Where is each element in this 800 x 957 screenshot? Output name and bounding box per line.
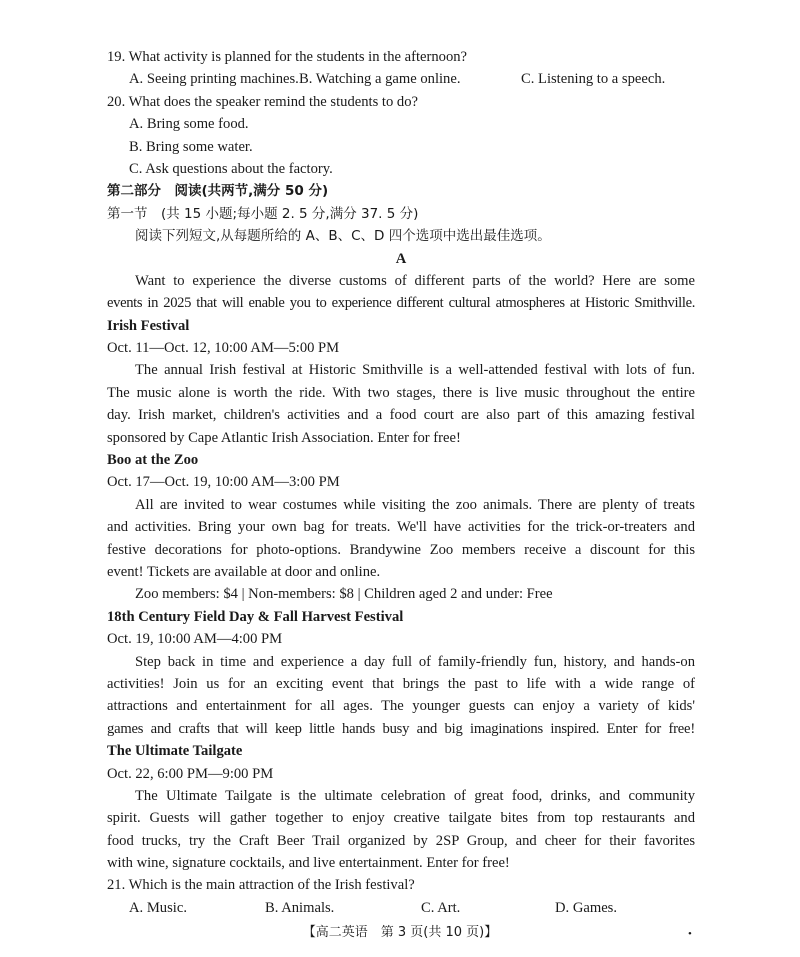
- q21-stem: 21. Which is the main attraction of the Irish festival?: [107, 877, 415, 894]
- field-line-4: games and crafts that will keep little hands busy and big imaginations inspired. Enter for free!: [107, 720, 695, 737]
- zoo-date: Oct. 17—Oct. 19, 10:00 AM—3:00 PM: [107, 474, 340, 491]
- tailgate-title: The Ultimate Tailgate: [107, 743, 243, 760]
- exam-page: [107, 46, 695, 919]
- passage-letter: A: [395, 250, 407, 267]
- field-line-2: activities! Join us for an exciting event that brings the past to life with a wide range of: [107, 675, 695, 692]
- q19-options: [107, 68, 695, 90]
- irish-line-3: day. Irish market, children's activities and a food court are also part of this amazing festival: [107, 407, 695, 424]
- field-date: Oct. 19, 10:00 AM—4:00 PM: [107, 631, 283, 648]
- zoo-title: Boo at the Zoo: [107, 452, 199, 469]
- q21-option-c: C. Art.: [421, 899, 461, 916]
- q21-option-d: D. Games.: [555, 899, 618, 916]
- part2-title: 第二部分 阅读(共两节,满分 50 分): [107, 183, 329, 200]
- corner-mark: •: [688, 928, 692, 940]
- irish-line-4: sponsored by Cape Atlantic Irish Association. Enter for free!: [107, 429, 461, 446]
- q19-option-c: C. Listening to a speech.: [521, 71, 666, 88]
- q21-options: [107, 897, 695, 919]
- q19-stem: 19. What activity is planned for the students in the afternoon?: [107, 49, 468, 65]
- zoo-line-2: and activities. Bring your own bag for treats. We'll have activities for the trick-or-treaters and: [107, 519, 695, 536]
- field-line-3: attractions and entertainment for all ages. The younger guests can enjoy a variety of kids': [107, 698, 695, 715]
- zoo-line-3: festive decorations for photo-options. Brandywine Zoo members receive a discount for this: [107, 541, 695, 558]
- irish-line-2: The music alone is worth the ride. With two stages, there is live music throughout the entire: [107, 384, 695, 401]
- tailgate-line-1: The Ultimate Tailgate is the ultimate celebration of great food, drinks, and community: [135, 787, 695, 804]
- tailgate-date: Oct. 22, 6:00 PM—9:00 PM: [107, 765, 274, 782]
- page-footer: 【高二英语 第 3 页(共 10 页)】: [302, 925, 498, 940]
- tailgate-line-2: spirit. Guests will gather together to enjoy creative tailgate bites from top restaurants and: [107, 810, 695, 827]
- zoo-line-1: All are invited to wear costumes while visiting the zoo animals. There are plenty of treats: [135, 496, 695, 513]
- q19-option-b: B. Watching a game online.: [299, 71, 461, 88]
- q20-option-c: C. Ask questions about the factory.: [129, 160, 333, 177]
- intro-line-2: events in 2025 that will enable you to experience different cultural atmospheres at Historic Smithville.: [107, 295, 695, 312]
- q20-option-a: A. Bring some food.: [129, 116, 249, 133]
- irish-title: Irish Festival: [107, 317, 190, 334]
- zoo-line-4: event! Tickets are available at door and online.: [107, 563, 381, 580]
- section1-heading: 第一节 (共 15 小题;每小题 2. 5 分,满分 37. 5 分): [107, 205, 419, 222]
- irish-line-1: The annual Irish festival at Historic Smithville is a well-attended festival with lots of fun.: [135, 362, 695, 379]
- intro-line-1: Want to experience the diverse customs of different parts of the world? Here are some: [135, 272, 695, 289]
- zoo-prices: Zoo members: $4 | Non-members: $8 | Children aged 2 and under: Free: [135, 586, 553, 603]
- field-line-1: Step back in time and experience a day full of family-friendly fun, history, and hands-on: [135, 653, 695, 670]
- tailgate-line-4: with wine, signature cocktails, and live entertainment. Enter for free!: [107, 855, 510, 872]
- q19-option-a: A. Seeing printing machines.: [129, 71, 299, 88]
- tailgate-line-3: food trucks, try the Craft Beer Trail organized by 2SP Group, and cheer for their favorites: [107, 832, 695, 849]
- irish-date: Oct. 11—Oct. 12, 10:00 AM—5:00 PM: [107, 340, 340, 357]
- q20-option-b: B. Bring some water.: [129, 138, 253, 155]
- reading-instruction: 阅读下列短文,从每题所给的 A、B、C、D 四个选项中选出最佳选项。: [135, 228, 551, 245]
- field-title: 18th Century Field Day & Fall Harvest Festival: [107, 608, 404, 625]
- q20-stem: 20. What does the speaker remind the students to do?: [107, 93, 418, 110]
- q21-option-b: B. Animals.: [265, 899, 335, 916]
- q21-option-a: A. Music.: [129, 899, 187, 916]
